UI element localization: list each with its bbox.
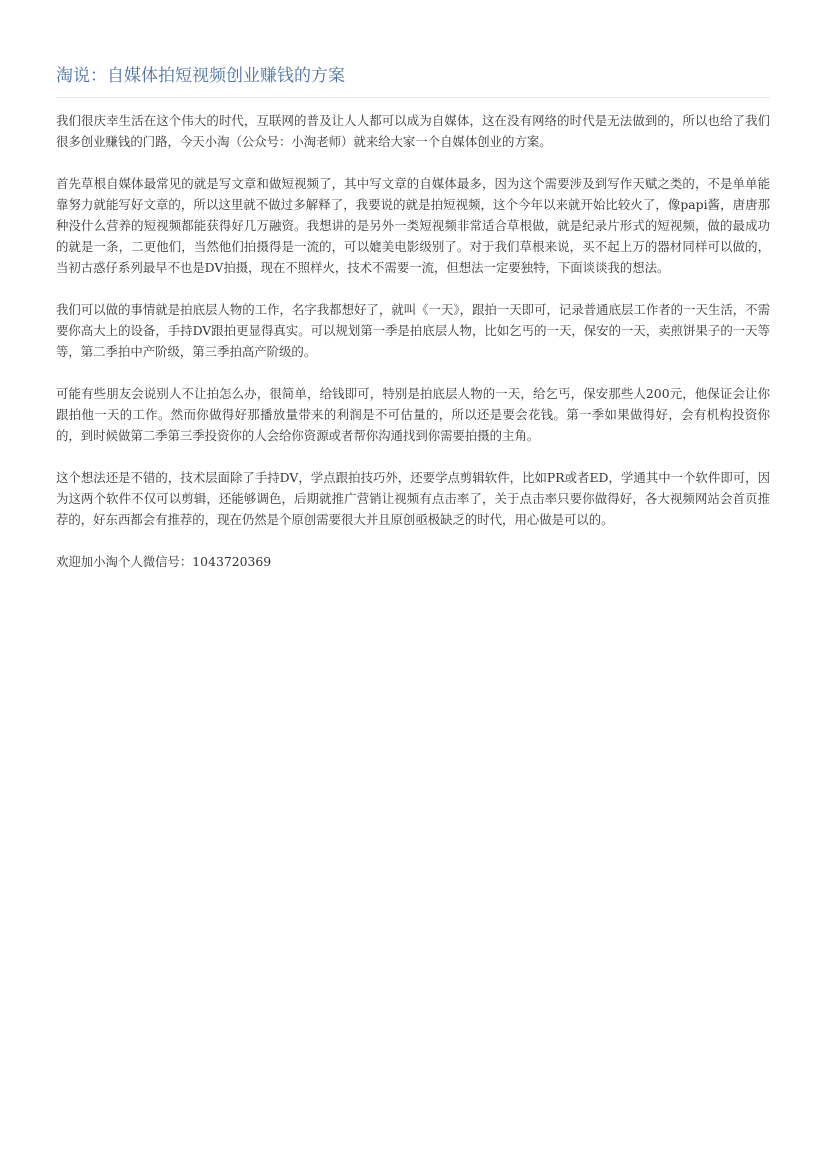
paragraph-short-video: 首先草根自媒体最常见的就是写文章和做短视频了，其中写文章的自媒体最多，因为这个需要涉及到写作天赋之类的，不是单单能靠努力就能写好文章的，所以这里就不做过多解释了，我要说的就是拍短视频，这个今年以来就开始比较火了，像papi酱，唐唐那种没什么营养的短视频都能获得好几万融资。我想讲的是另外一类短视频非常适合草根做，就是纪录片形式的短视频，做的最成功的就是一条，二更他们，当然他们拍摄得是一流的，可以媲美电影级别了。对于我们草根来说，买不起上万的器材同样可以做的，当初古惑仔系列最早不也是DV拍摄，现在不照样火，技术不需要一流，但想法一定要独特，下面谈谈我的想法。 (56, 176, 770, 275)
paragraph-intro: 我们很庆幸生活在这个伟大的时代，互联网的普及让人人都可以成为自媒体，这在没有网络的时代是无法做到的，所以也给了我们很多创业赚钱的门路，今天小淘（公众号：小淘老师）就来给大家一个自媒体创业的方案。 (56, 113, 770, 149)
page-title: 淘说：自媒体拍短视频创业赚钱的方案 (56, 64, 770, 98)
paragraph-contact: 欢迎加小淘个人微信号：1043720369 (56, 554, 272, 569)
paragraph-plan: 我们可以做的事情就是拍底层人物的工作，名字我都想好了，就叫《一天》，跟拍一天即可，记录普通底层工作者的一天生活，不需要你高大上的设备，手持DV跟拍更显得真实。可以规划第一季是拍底层人物，比如乞丐的一天，保安的一天，卖煎饼果子的一天等等，第二季拍中产阶级，第三季拍高产阶级的。 (56, 302, 770, 359)
document-page (56, 64, 770, 572)
paragraph-skills: 这个想法还是不错的，技术层面除了手持DV，学点跟拍技巧外，还要学点剪辑软件，比如PR或者ED，学通其中一个软件即可，因为这两个软件不仅可以剪辑，还能够调色，后期就推广营销让视频有点击率了，关于点击率只要你做得好，各大视频网站会首页推荐的，好东西都会有推荐的，现在仍然是个原创需要很大并且原创亟极缺乏的时代，用心做是可以的。 (56, 470, 770, 527)
article-body (56, 110, 770, 572)
paragraph-cost: 可能有些朋友会说别人不让拍怎么办，很简单，给钱即可，特别是拍底层人物的一天，给乞丐，保安那些人200元，他保证会让你跟拍他一天的工作。然而你做得好那播放量带来的利润是不可估量的，所以还是要会花钱。第一季如果做得好，会有机构投资你的，到时候做第二季第三季投资你的人会给你资源或者帮你沟通找到你需要拍摄的主角。 (56, 386, 770, 443)
